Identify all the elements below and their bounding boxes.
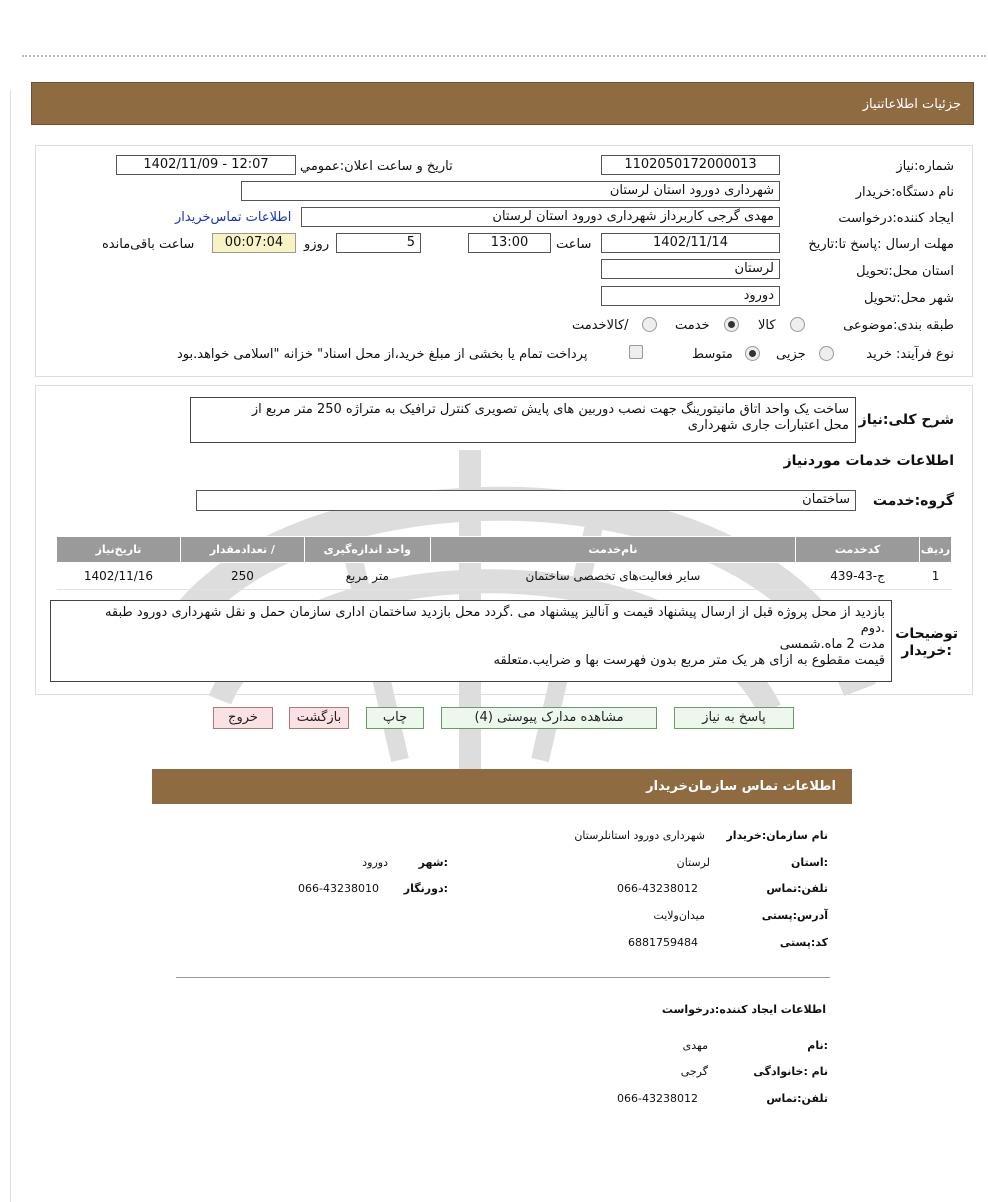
creator-family-value: گرجی bbox=[680, 1065, 708, 1078]
contact-province-label: :استان bbox=[791, 856, 828, 869]
category-goods-radio[interactable] bbox=[790, 317, 805, 332]
city-field: دورود bbox=[601, 286, 780, 306]
notes-line-1: بازدید از محل پروژه قبل از ارسال پیشنهاد قیمت و آنالیز پیشنهاد می .گردد محل بازدید ساختمان اداری سازمان حمل و نقل شهرداری دورود طبقه bbox=[104, 605, 885, 620]
need-number-field: 1102050172000013 bbox=[601, 155, 780, 175]
notes-line-2: .دوم bbox=[860, 621, 885, 636]
category-both-label: /کالاخدمت bbox=[572, 318, 629, 333]
buyer-notes-box bbox=[50, 600, 892, 682]
remaining-time-field: 00:07:04 bbox=[212, 233, 296, 253]
contact-divider bbox=[176, 977, 830, 978]
contact-city-value: دورود bbox=[362, 856, 388, 869]
notes-line-3: مدت 2 ماه.شمسی bbox=[779, 637, 885, 652]
org-name-label: نام سازمان:خریدار bbox=[726, 829, 828, 842]
postal-value: 6881759484 bbox=[628, 936, 698, 949]
top-divider bbox=[22, 55, 986, 57]
services-table bbox=[56, 536, 952, 590]
group-field: ساختمان bbox=[196, 490, 856, 511]
process-medium-radio[interactable] bbox=[745, 346, 760, 361]
reply-button[interactable]: پاسخ به نیاز bbox=[674, 707, 794, 729]
print-button[interactable]: چاپ bbox=[366, 707, 424, 729]
page-header bbox=[31, 82, 974, 125]
address-value: میدان‌ولایت bbox=[653, 909, 705, 922]
contact-phone-label: تلفن:تماس bbox=[766, 882, 828, 895]
category-service-label: خدمت bbox=[675, 318, 710, 333]
process-medium-label: متوسط bbox=[692, 347, 733, 362]
back-button[interactable]: بازگشت bbox=[289, 707, 349, 729]
remaining-label: ساعت باقی‌مانده bbox=[102, 237, 195, 252]
col-qty: / تعدادمقدار bbox=[180, 537, 304, 563]
announce-label: تاریخ و ساعت اعلان:عمومي bbox=[300, 159, 453, 174]
creator-phone-label: تلفن:تماس bbox=[766, 1092, 828, 1105]
col-unit: واحد اندازه‌گیری bbox=[304, 537, 430, 563]
creator-family-label: نام :خانوادگی bbox=[753, 1065, 828, 1078]
contact-header-title: اطلاعات تماس سازمان‌خریدار bbox=[646, 779, 836, 794]
contact-fax-label: :دورنگار bbox=[403, 882, 448, 895]
page-header-title: جزئیات اطلاعاتنیاز bbox=[862, 97, 961, 112]
days-field: 5 bbox=[336, 233, 421, 253]
treasury-payment-checkbox[interactable] bbox=[629, 345, 643, 359]
org-name-value: شهرداری دورود استانلرستان bbox=[574, 829, 705, 842]
contact-header bbox=[152, 769, 852, 804]
cell-row: 1 bbox=[920, 563, 952, 590]
cell-code: ج-43-439 bbox=[796, 563, 920, 590]
city-label: شهر محل:تحویل bbox=[864, 291, 954, 306]
category-both-radio[interactable] bbox=[642, 317, 657, 332]
time-label: ساعت bbox=[556, 237, 592, 252]
province-label: استان محل:تحویل bbox=[856, 264, 954, 279]
summary-label: شرح کلی:نیاز bbox=[858, 412, 954, 428]
buyer-contact-link[interactable]: اطلاعات تماس‌خریدار bbox=[175, 210, 292, 225]
creator-field: مهدی گرجی کاربرداز شهرداری دورود استان لرستان bbox=[301, 207, 780, 227]
treasury-payment-label: پرداخت تمام یا بخشی از مبلغ خرید،از محل اسناد" خزانه "اسلامی خواهد.بود bbox=[177, 347, 588, 362]
exit-button[interactable]: خروج bbox=[213, 707, 273, 729]
summary-line-1: ساخت یک واحد اتاق مانیتورینگ جهت نصب دوربین های پایش تصویری کنترل ترافیک به متراژه 250 متر مربع از bbox=[251, 402, 849, 417]
deadline-label: مهلت ارسال :پاسخ تا:تاریخ bbox=[808, 237, 954, 252]
col-date: تاریخ‌نیاز bbox=[57, 537, 181, 563]
notes-line-4: قیمت مقطوع به ازای هر یک متر مربع بدون فهرست بها و ضرایب.متعلقه bbox=[493, 653, 885, 668]
contact-province-value: لرستان bbox=[676, 856, 710, 869]
process-partial-radio[interactable] bbox=[819, 346, 834, 361]
address-label: آدرس:پستی bbox=[761, 909, 828, 922]
group-label: گروه:خدمت bbox=[872, 493, 954, 509]
category-goods-label: کالا bbox=[758, 318, 776, 333]
summary-box bbox=[190, 397, 856, 443]
table-header-row bbox=[57, 537, 952, 563]
creator-label: ایجاد کننده:درخواست bbox=[838, 211, 954, 226]
contact-city-label: :شهر bbox=[418, 856, 448, 869]
summary-line-2: محل اعتبارات جاری شهرداری bbox=[687, 418, 849, 433]
cell-qty: 250 bbox=[180, 563, 304, 590]
services-title: اطلاعات خدمات موردنیاز bbox=[783, 453, 954, 469]
deadline-time-field: 13:00 bbox=[468, 233, 551, 253]
buyer-notes-label: توضیحات :خریدار bbox=[895, 626, 958, 659]
col-code: کدخدمت bbox=[796, 537, 920, 563]
attachments-button[interactable]: مشاهده مدارک پیوستی (4) bbox=[441, 707, 657, 729]
process-label: نوع فرآیند: خرید bbox=[866, 347, 954, 362]
creator-name-value: مهدی bbox=[682, 1039, 708, 1052]
announce-field: 1402/11/09 - 12:07 bbox=[116, 155, 296, 175]
buyer-org-label: نام دستگاه:خریدار bbox=[855, 185, 954, 200]
creator-phone-value: 066-43238012 bbox=[617, 1092, 698, 1105]
deadline-date-field: 1402/11/14 bbox=[601, 233, 780, 253]
creator-name-label: :نام bbox=[807, 1039, 828, 1052]
left-border bbox=[10, 90, 11, 1202]
province-field: لرستان bbox=[601, 259, 780, 279]
days-label: روزو bbox=[304, 237, 330, 252]
category-service-radio[interactable] bbox=[724, 317, 739, 332]
col-name: نام‌خدمت bbox=[430, 537, 795, 563]
need-info-panel bbox=[35, 145, 973, 377]
category-label: طبقه بندی:موضوعی bbox=[843, 318, 954, 333]
table-row bbox=[57, 563, 952, 590]
contact-fax-value: 066-43238010 bbox=[298, 882, 379, 895]
creator-info-title: اطلاعات ایجاد کننده:درخواست bbox=[661, 1003, 826, 1016]
buyer-org-field: شهرداری دورود استان لرستان bbox=[241, 181, 780, 201]
process-partial-label: جزیی bbox=[776, 347, 806, 362]
postal-label: کد:پستی bbox=[779, 936, 828, 949]
cell-date: 1402/11/16 bbox=[57, 563, 181, 590]
cell-unit: متر مربع bbox=[304, 563, 430, 590]
cell-name: سایر فعالیت‌های تخصصی ساختمان bbox=[430, 563, 795, 590]
need-number-label: شماره:نیاز bbox=[896, 159, 954, 174]
contact-phone-value: 066-43238012 bbox=[617, 882, 698, 895]
col-row: ردیف bbox=[920, 537, 952, 563]
